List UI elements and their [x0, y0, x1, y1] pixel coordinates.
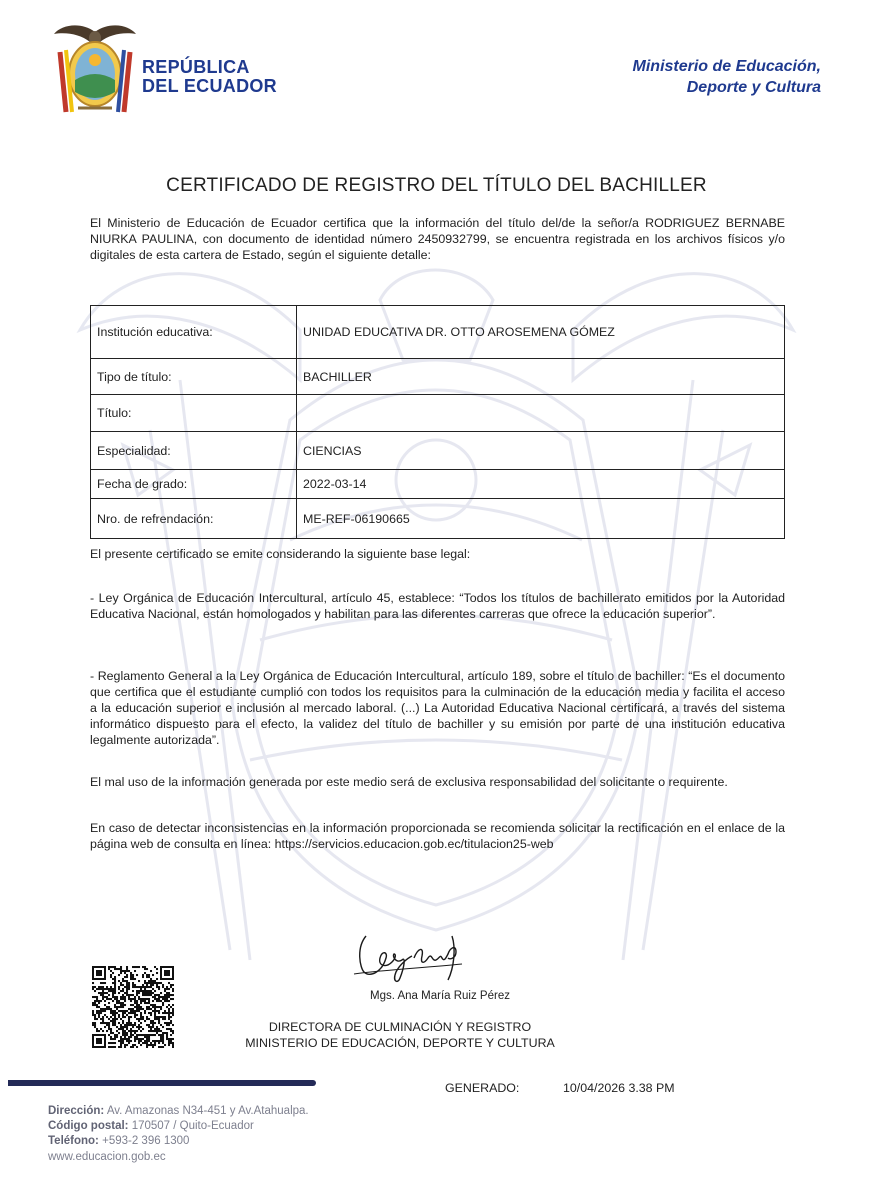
row-value: 2022-03-14 — [297, 470, 785, 499]
row-label: Título: — [91, 395, 297, 432]
handwritten-signature — [352, 928, 464, 986]
address-label: Dirección: — [48, 1105, 105, 1117]
row-value: ME-REF-06190665 — [297, 499, 785, 539]
row-value: CIENCIAS — [297, 432, 785, 470]
row-label: Institución educativa: — [91, 306, 297, 359]
generated-timestamp: 10/04/2026 3.38 PM — [563, 1081, 675, 1095]
ministry-name-line-1: Ministerio de Educación, — [632, 58, 821, 75]
republic-name — [142, 58, 277, 96]
table-row — [91, 306, 785, 359]
ministry-name-line-2: Deporte y Cultura — [686, 79, 821, 96]
zip-value: 170507 / Quito-Ecuador — [131, 1120, 254, 1132]
footer-address — [48, 1104, 309, 1119]
title-detail-table — [90, 305, 785, 539]
signer-name: Mgs. Ana María Ruiz Pérez — [370, 990, 510, 1002]
table-row — [91, 432, 785, 470]
table-row — [91, 359, 785, 395]
document-title: CERTIFICADO DE REGISTRO DEL TÍTULO DEL BACHILLER — [166, 175, 707, 196]
intro-paragraph: El Ministerio de Educación de Ecuador certifica que la información del título del/de la señor/a RODRIGUEZ BERNABE NIURKA PAULINA, con documento de identidad número 2450932799, se encuentra registrada en los archivos físicos y/o digitales de esta cartera de Estado, según el siguiente detalle: — [90, 216, 785, 262]
qr-code — [92, 966, 174, 1048]
address-value: Av. Amazonas N34-451 y Av.Atahualpa. — [106, 1105, 309, 1117]
legal-item-1: - Ley Orgánica de Educación Intercultural, artículo 45, establece: “Todos los títulos de bachillerato emitidos por la Autoridad Educativa Nacional, están homologados y habilitan para las diferentes carreras que ofrece la educación superior”. — [90, 591, 785, 621]
row-label: Especialidad: — [91, 432, 297, 470]
footer-zip — [48, 1119, 254, 1134]
republic-name-line-2: DEL ECUADOR — [142, 76, 277, 96]
table-row — [91, 395, 785, 432]
ministry-name — [633, 56, 821, 98]
misuse-notice: El mal uso de la información generada por este medio será de exclusiva responsabilidad del solicitante o requirente. — [90, 775, 728, 789]
row-label: Tipo de título: — [91, 359, 297, 395]
phone-label: Teléfono: — [48, 1135, 99, 1147]
row-label: Nro. de refrendación: — [91, 499, 297, 539]
table-row — [91, 470, 785, 499]
generated-label: GENERADO: — [445, 1081, 520, 1095]
legal-item-2: - Reglamento General a la Ley Orgánica de Educación Intercultural, artículo 189, sobre el título de bachiller: “Es el documento que certifica que el estudiante cumplió con todos los requisitos para la culminación de la educación media y facilita el acceso a la educación superior e inclusión al mercado laboral. (...) La Autoridad Educativa Nacional certificará, a través del sistema informático dispuesto para el efecto, la validez del título de bachiller y su emisión por parte de una institución educativa legalmente autorizada”. — [90, 669, 785, 747]
footer-website[interactable]: www.educacion.gob.ec — [48, 1151, 166, 1163]
zip-label: Código postal: — [48, 1120, 129, 1132]
row-value: BACHILLER — [297, 359, 785, 395]
row-value — [297, 395, 785, 432]
ecuador-coat-of-arms-icon — [52, 22, 138, 116]
signer-position-line-2: MINISTERIO DE EDUCACIÓN, DEPORTE Y CULTURA — [245, 1036, 555, 1050]
row-label: Fecha de grado: — [91, 470, 297, 499]
row-value: UNIDAD EDUCATIVA DR. OTTO AROSEMENA GÓMEZ — [297, 306, 785, 359]
rectification-notice: En caso de detectar inconsistencias en la información proporcionada se recomienda solicitar la rectificación en el enlace de la página web de consulta en línea: https://servicios.educacion.gob.ec/titulacion25-web — [90, 821, 785, 851]
phone-value: +593-2 396 1300 — [102, 1135, 190, 1147]
legal-basis-intro: El presente certificado se emite considerando la siguiente base legal: — [90, 547, 471, 561]
footer-phone — [48, 1134, 189, 1149]
table-row — [91, 499, 785, 539]
footer-bar — [8, 1080, 316, 1086]
republic-name-line-1: REPÚBLICA — [142, 57, 250, 77]
signer-position-line-1: DIRECTORA DE CULMINACIÓN Y REGISTRO — [268, 1020, 532, 1034]
